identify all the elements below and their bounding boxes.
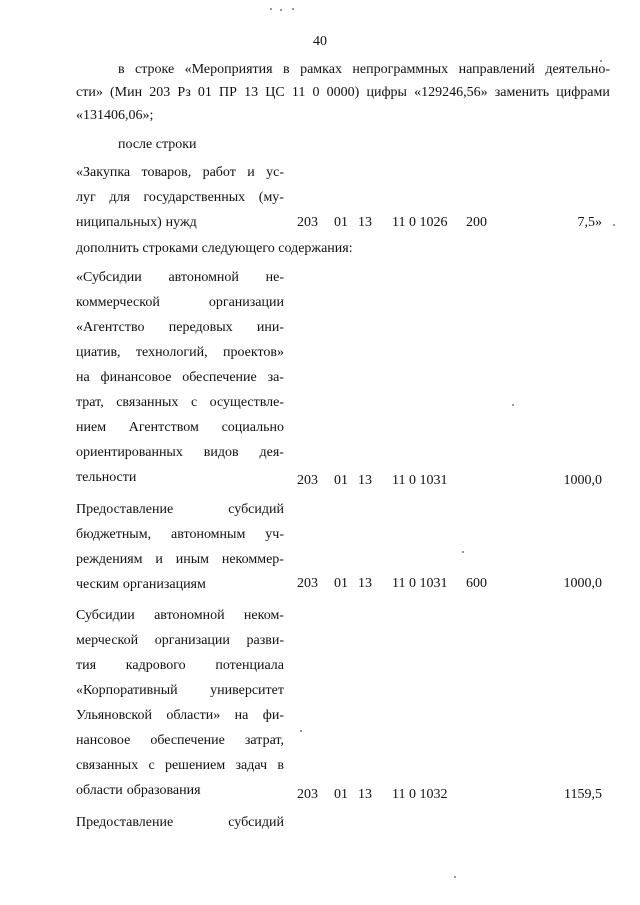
description-line xyxy=(76,653,284,678)
row-purchase-description xyxy=(76,160,284,235)
description-line xyxy=(76,210,284,235)
word: 0000) xyxy=(326,85,360,100)
code-target: 11 0 1032 xyxy=(392,787,448,802)
description-line xyxy=(76,603,284,628)
code-section: 01 xyxy=(334,576,348,591)
word: направлений xyxy=(458,62,535,77)
word: автономной xyxy=(168,270,239,285)
word: реждениям xyxy=(76,552,143,567)
word: Субсидии xyxy=(76,608,135,623)
word: нансовое xyxy=(76,733,131,748)
description-line xyxy=(76,678,284,703)
word: для xyxy=(109,190,130,205)
word: проектов» xyxy=(222,345,284,360)
word: осуществле- xyxy=(209,395,284,410)
word: в xyxy=(277,758,284,773)
scan-speck xyxy=(613,224,615,226)
word: субсидий xyxy=(228,815,284,830)
row-provision-description xyxy=(76,810,284,835)
description-line xyxy=(76,315,284,340)
word: (му- xyxy=(258,190,284,205)
word: 11 xyxy=(291,85,306,100)
word: мерческой xyxy=(76,633,139,648)
description-line xyxy=(76,703,284,728)
description-line xyxy=(76,572,284,597)
word: тия xyxy=(76,658,97,673)
code-expense-type: 200 xyxy=(466,215,487,230)
description-line xyxy=(76,440,284,465)
word: 13 xyxy=(244,85,259,100)
word: «Закупка xyxy=(76,165,131,180)
word: цифры xyxy=(366,85,407,100)
word: «Агентство xyxy=(76,320,145,335)
word: организации xyxy=(154,633,230,648)
amount: 7,5» xyxy=(577,215,602,230)
word: обеспечение xyxy=(150,733,225,748)
word: дея- xyxy=(259,445,284,460)
description-line xyxy=(76,522,284,547)
scan-speck xyxy=(462,551,464,553)
row-subsidy-university-description xyxy=(76,603,284,803)
word: разви- xyxy=(246,633,284,648)
description-line xyxy=(76,778,284,803)
word: заменить xyxy=(494,85,550,100)
intro-line xyxy=(76,104,610,127)
word: ЦС xyxy=(265,85,285,100)
description-line xyxy=(76,265,284,290)
word: государственных xyxy=(143,190,246,205)
description-line xyxy=(76,365,284,390)
word: в xyxy=(283,62,290,77)
word: потенциала xyxy=(215,658,284,673)
word: рамках xyxy=(300,62,342,77)
word: автономной xyxy=(154,608,225,623)
word: фи- xyxy=(262,708,284,723)
amount: 1159,5 xyxy=(564,787,602,802)
description-line xyxy=(76,340,284,365)
code-subsection: 13 xyxy=(358,576,372,591)
code-ministry: 203 xyxy=(297,215,318,230)
word: нием xyxy=(76,420,107,435)
word: решением xyxy=(164,758,226,773)
code-ministry: 203 xyxy=(297,787,318,802)
word: неком- xyxy=(243,608,284,623)
word: образования xyxy=(126,783,201,798)
word: Агентством xyxy=(128,420,199,435)
word: области» xyxy=(166,708,221,723)
word: кадрового xyxy=(125,658,186,673)
word: луг xyxy=(76,190,96,205)
row-subsidy-agency-description xyxy=(76,265,284,490)
word: «Субсидии xyxy=(76,270,142,285)
scan-speck xyxy=(280,9,282,11)
scan-speck xyxy=(454,876,456,878)
word: «Корпоративный xyxy=(76,683,178,698)
word: организациям xyxy=(122,577,206,592)
word: обеспечение xyxy=(182,370,257,385)
word: организации xyxy=(208,295,284,310)
word: в xyxy=(118,62,125,77)
word: Рз xyxy=(177,85,191,100)
word: ПР xyxy=(219,85,237,100)
word: за- xyxy=(267,370,284,385)
word: с xyxy=(148,758,155,773)
word: 01 xyxy=(197,85,212,100)
word: автономным xyxy=(171,527,246,542)
description-line xyxy=(76,465,284,490)
word: и xyxy=(247,165,255,180)
word: работ xyxy=(202,165,236,180)
word: передовых xyxy=(168,320,233,335)
word: деятельно- xyxy=(545,62,610,77)
word: связанных xyxy=(116,395,179,410)
word: сти» xyxy=(76,85,103,100)
word: Ульяновской xyxy=(76,708,152,723)
description-line xyxy=(76,497,284,522)
word: связанных xyxy=(76,758,139,773)
code-expense-type: 600 xyxy=(466,576,487,591)
word: университет xyxy=(210,683,284,698)
word: ческим xyxy=(76,577,119,592)
word: цифрами xyxy=(556,85,610,100)
word: области xyxy=(76,783,123,798)
word: некоммер- xyxy=(221,552,284,567)
word: 0 xyxy=(312,85,320,100)
word: ориентированных xyxy=(76,445,183,460)
word: трат, xyxy=(76,395,104,410)
word: (Мин xyxy=(109,85,143,100)
word: затрат, xyxy=(244,733,284,748)
description-line xyxy=(76,415,284,440)
code-section: 01 xyxy=(334,215,348,230)
description-line xyxy=(76,810,284,835)
description-line xyxy=(76,160,284,185)
description-line xyxy=(76,547,284,572)
code-ministry: 203 xyxy=(297,473,318,488)
description-line xyxy=(76,390,284,415)
description-line xyxy=(76,728,284,753)
word: видов xyxy=(203,445,239,460)
word: задач xyxy=(235,758,268,773)
word: социально xyxy=(221,420,284,435)
description-line xyxy=(76,628,284,653)
word: на xyxy=(76,370,90,385)
code-ministry: 203 xyxy=(297,576,318,591)
description-line xyxy=(76,290,284,315)
scan-speck xyxy=(300,730,302,732)
word: циатив, xyxy=(76,345,121,360)
add-rows-text: дополнить строками следующего содержания: xyxy=(76,241,353,256)
word: уч- xyxy=(265,527,284,542)
word: коммерческой xyxy=(76,295,160,310)
word: на xyxy=(234,708,249,723)
after-row-label: после строки xyxy=(118,137,197,152)
word: финансовое xyxy=(100,370,172,385)
word: бюджетным, xyxy=(76,527,152,542)
word: не- xyxy=(265,270,284,285)
word: тельности xyxy=(76,470,137,485)
code-target: 11 0 1031 xyxy=(392,576,448,591)
word: и xyxy=(155,552,163,567)
word: ниципальных) xyxy=(76,215,162,230)
page-number: 40 xyxy=(313,34,327,49)
word: «129246,56» xyxy=(414,85,488,100)
code-section: 01 xyxy=(334,473,348,488)
code-subsection: 13 xyxy=(358,787,372,802)
code-target: 11 0 1031 xyxy=(392,473,448,488)
row-provision-description xyxy=(76,497,284,597)
description-line xyxy=(76,185,284,210)
code-subsection: 13 xyxy=(358,215,372,230)
scan-speck xyxy=(292,8,294,10)
code-section: 01 xyxy=(334,787,348,802)
code-subsection: 13 xyxy=(358,473,372,488)
word: технологий, xyxy=(135,345,208,360)
amount: 1000,0 xyxy=(563,576,602,591)
word: субсидий xyxy=(228,502,284,517)
intro-paragraph xyxy=(76,58,610,127)
word: ус- xyxy=(266,165,284,180)
word: строке xyxy=(135,62,175,77)
amount: 1000,0 xyxy=(563,473,602,488)
scan-speck xyxy=(600,60,602,62)
word: 203 xyxy=(149,85,171,100)
scan-speck xyxy=(270,8,272,10)
word: иным xyxy=(175,552,209,567)
word: ини- xyxy=(256,320,284,335)
word: нужд xyxy=(165,215,197,230)
description-line xyxy=(76,753,284,778)
word: «131406,06»; xyxy=(76,108,154,123)
scan-speck xyxy=(512,404,514,406)
word: Предоставление xyxy=(76,815,174,830)
word: Предоставление xyxy=(76,502,174,517)
word: непрограммных xyxy=(352,62,449,77)
word: «Мероприятия xyxy=(184,62,273,77)
intro-line xyxy=(76,81,610,104)
word: товаров, xyxy=(141,165,192,180)
intro-line xyxy=(76,58,610,81)
word: с xyxy=(190,395,198,410)
code-target: 11 0 1026 xyxy=(392,215,448,230)
